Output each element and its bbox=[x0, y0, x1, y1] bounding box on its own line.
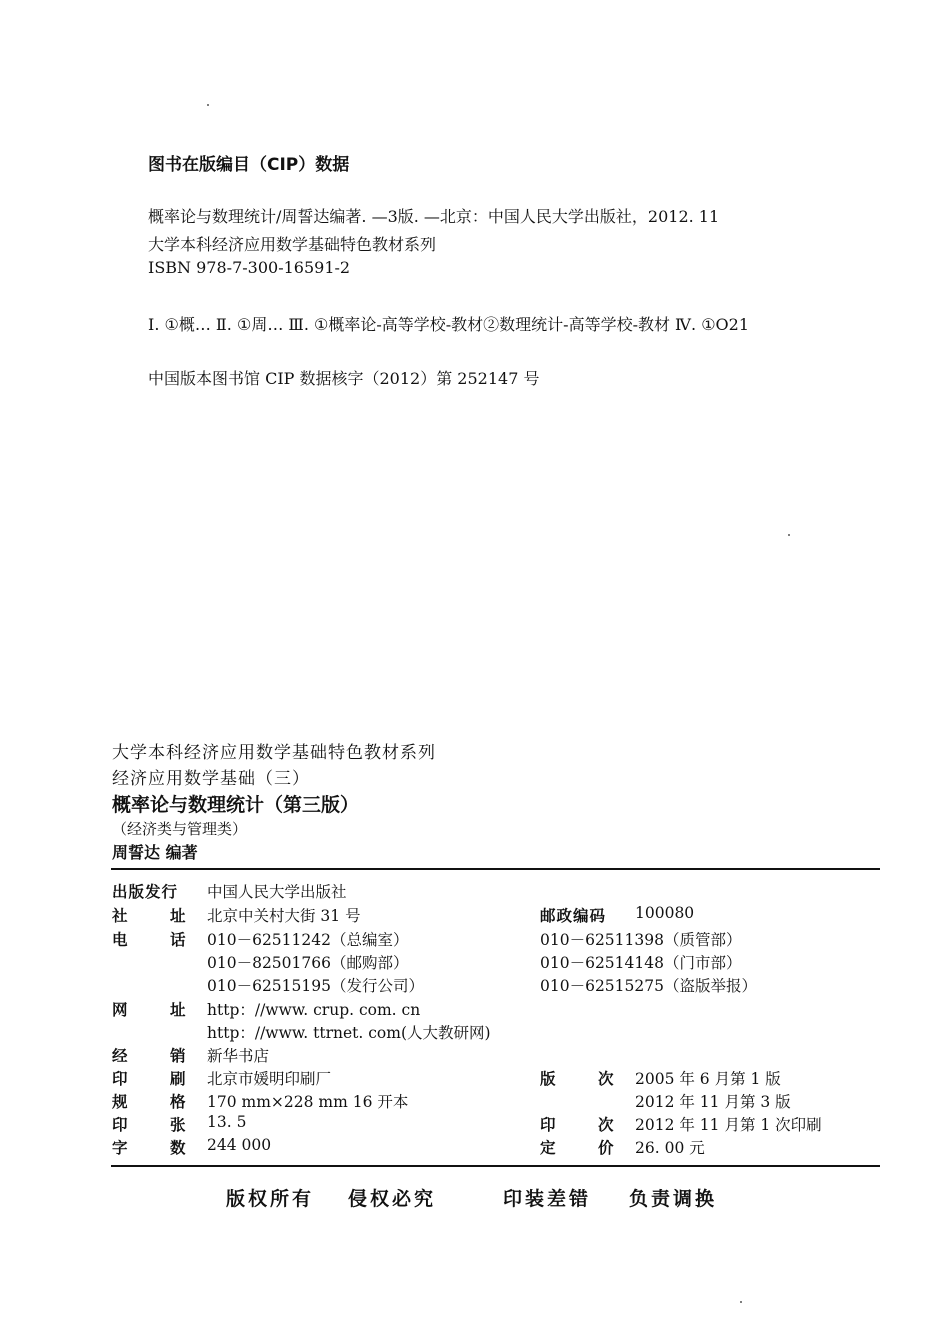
cip-heading: 图书在版编目（CIP）数据 bbox=[148, 155, 350, 175]
slogan-printing-errors: 印装差错 bbox=[503, 1188, 592, 1210]
words-label-2: 数 bbox=[170, 1139, 186, 1157]
price-label-1: 定 bbox=[540, 1139, 556, 1157]
edition-current: 2012 年 11 月第 3 版 bbox=[635, 1093, 791, 1111]
price-value: 26. 00 元 bbox=[635, 1139, 705, 1157]
format-value: 170 mm×228 mm 16 开本 bbox=[207, 1093, 409, 1111]
bottom-rule bbox=[111, 1165, 880, 1167]
phone-right-3: 010－62515275（盗版举报） bbox=[540, 977, 757, 995]
format-label-2: 格 bbox=[170, 1093, 186, 1111]
web-url-2: http：//www. ttrnet. com(人大教研网) bbox=[207, 1024, 491, 1042]
subseries-name: 经济应用数学基础（三） bbox=[112, 769, 310, 789]
distributor-label-1: 经 bbox=[112, 1047, 128, 1065]
top-rule bbox=[111, 868, 880, 870]
cip-record-line: 概率论与数理统计/周誓达编著. —3版. —北京：中国人民大学出版社，2012. 11 bbox=[148, 207, 720, 226]
phone-left-3: 010－62515195（发行公司） bbox=[207, 977, 424, 995]
edition-first: 2005 年 6 月第 1 版 bbox=[635, 1070, 781, 1088]
scan-speck bbox=[788, 534, 790, 536]
scan-speck bbox=[740, 1301, 742, 1303]
address-label-1: 社 bbox=[112, 907, 128, 925]
postcode-value: 100080 bbox=[635, 904, 695, 922]
book-category: （经济类与管理类） bbox=[112, 820, 248, 838]
web-url-1: http：//www. crup. com. cn bbox=[207, 1001, 421, 1019]
phone-right-1: 010－62511398（质管部） bbox=[540, 931, 742, 949]
edition-label-1: 版 bbox=[540, 1070, 556, 1088]
impression-value: 2012 年 11 月第 1 次印刷 bbox=[635, 1116, 822, 1134]
impression-label-1: 印 bbox=[540, 1116, 556, 1134]
words-value: 244 000 bbox=[207, 1136, 272, 1154]
address-label-2: 址 bbox=[170, 907, 186, 925]
edition-label-2: 次 bbox=[598, 1070, 614, 1088]
postcode-label: 邮政编码 bbox=[540, 907, 607, 925]
slogan-exchange: 负责调换 bbox=[629, 1188, 718, 1210]
printer-label-1: 印 bbox=[112, 1070, 128, 1088]
slogan-copyright: 版权所有 bbox=[226, 1188, 315, 1210]
distributor-value: 新华书店 bbox=[207, 1047, 270, 1065]
phone-right-2: 010－62514148（门市部） bbox=[540, 954, 742, 972]
publisher-value: 中国人民大学出版社 bbox=[207, 883, 347, 901]
series-name: 大学本科经济应用数学基础特色教材系列 bbox=[112, 743, 436, 763]
web-label-1: 网 bbox=[112, 1001, 128, 1019]
cip-classification: Ⅰ. ①概… Ⅱ. ①周… Ⅲ. ①概率论-高等学校-教材②数理统计-高等学校-教材 Ⅳ. ①O21 bbox=[148, 315, 750, 334]
scan-speck bbox=[207, 104, 209, 106]
price-label-2: 价 bbox=[598, 1139, 614, 1157]
book-title: 概率论与数理统计（第三版） bbox=[112, 794, 360, 816]
printer-value: 北京市媛明印刷厂 bbox=[207, 1070, 332, 1088]
address-value: 北京中关村大街 31 号 bbox=[207, 907, 361, 925]
printer-label-2: 刷 bbox=[170, 1070, 186, 1088]
phone-label-2: 话 bbox=[170, 931, 186, 949]
sheets-label-1: 印 bbox=[112, 1116, 128, 1134]
words-label-1: 字 bbox=[112, 1139, 128, 1157]
publisher-label: 出版发行 bbox=[112, 883, 179, 901]
cip-isbn: ISBN 978-7-300-16591-2 bbox=[148, 258, 351, 277]
phone-left-1: 010－62511242（总编室） bbox=[207, 931, 409, 949]
cip-series-line: 大学本科经济应用数学基础特色教材系列 bbox=[148, 235, 437, 254]
slogan-infringement: 侵权必究 bbox=[348, 1188, 437, 1210]
sheets-value: 13. 5 bbox=[207, 1113, 247, 1131]
web-label-2: 址 bbox=[170, 1001, 186, 1019]
phone-label-1: 电 bbox=[112, 931, 128, 949]
format-label-1: 规 bbox=[112, 1093, 128, 1111]
cip-number: 中国版本图书馆 CIP 数据核字（2012）第 252147 号 bbox=[148, 369, 540, 388]
impression-label-2: 次 bbox=[598, 1116, 614, 1134]
sheets-label-2: 张 bbox=[170, 1116, 186, 1134]
book-author: 周誓达 编著 bbox=[112, 843, 198, 862]
phone-left-2: 010－82501766（邮购部） bbox=[207, 954, 409, 972]
distributor-label-2: 销 bbox=[170, 1047, 186, 1065]
